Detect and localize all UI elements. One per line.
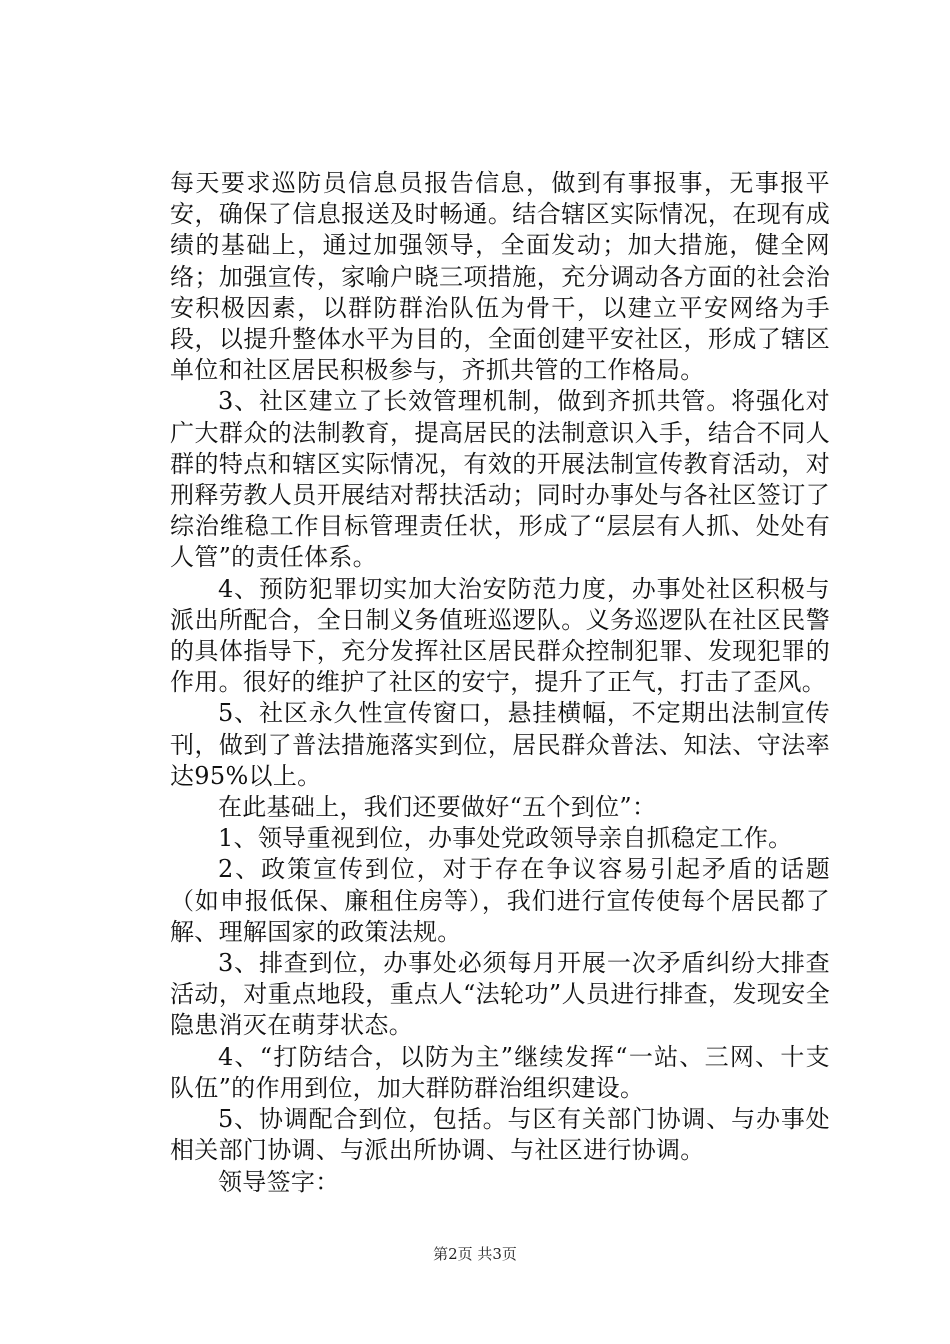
- paragraph-8: 3、排查到位，办事处必须每月开展一次矛盾纠纷大排查活动，对重点地段，重点人“法轮功”人员进行排查，发现安全隐患消灭在萌芽状态。: [170, 949, 830, 1040]
- paragraph-4: 5、社区永久性宣传窗口，悬挂横幅，不定期出法制宣传刊，做到了普法措施落实到位，居民群众普法、知法、守法率达95%以上。: [170, 699, 830, 790]
- page-footer: [0, 1244, 950, 1264]
- paragraph-2: 3、社区建立了长效管理机制，做到齐抓共管。将强化对广大群众的法制教育，提高居民的法制意识入手，结合不同人群的特点和辖区实际情况，有效的开展法制宣传教育活动，对刑释劳教人员开展结对帮扶活动；同时办事处与各社区签订了综治维稳工作目标管理责任状，形成了“层层有人抓、处处有人管”的责任体系。: [170, 387, 830, 572]
- paragraph-3: 4、预防犯罪切实加大治安防范力度，办事处社区积极与派出所配合，全日制义务值班巡逻队。义务巡逻队在社区民警的具体指导下，充分发挥社区居民群众控制犯罪、发现犯罪的作用。很好的维护了社区的安宁，提升了正气，打击了歪风。: [170, 574, 830, 697]
- paragraph-5: 在此基础上，我们还要做好“五个到位”：: [218, 793, 657, 822]
- page-indicator: 第2页 共3页: [433, 1245, 517, 1263]
- paragraph-10: 5、协调配合到位，包括。与区有关部门协调、与办事处相关部门协调、与派出所协调、与社区进行协调。: [170, 1105, 830, 1165]
- paragraph-7: 2、政策宣传到位，对于存在争议容易引起矛盾的话题（如申报低保、廉租住房等），我们进行宣传使每个居民都了解、理解国家的政策法规。: [170, 855, 830, 946]
- paragraph-1: 每天要求巡防员信息员报告信息，做到有事报事，无事报平安，确保了信息报送及时畅通。结合辖区实际情况，在现有成绩的基础上，通过加强领导，全面发动；加大措施，健全网络；加强宣传，家喻户晓三项措施，充分调动各方面的社会治安积极因素，以群防群治队伍为骨干，以建立平安网络为手段，以提升整体水平为目的，全面创建平安社区，形成了辖区单位和社区居民积极参与，齐抓共管的工作格局。: [170, 169, 830, 385]
- paragraph-6: 1、领导重视到位，办事处党政领导亲自抓稳定工作。: [218, 824, 793, 853]
- paragraph-9: 4、“打防结合，以防为主”继续发挥“一站、三网、十支队伍”的作用到位，加大群防群治组织建设。: [170, 1042, 830, 1102]
- document-body: [170, 168, 830, 1198]
- signature-label: 领导签字：: [218, 1167, 340, 1196]
